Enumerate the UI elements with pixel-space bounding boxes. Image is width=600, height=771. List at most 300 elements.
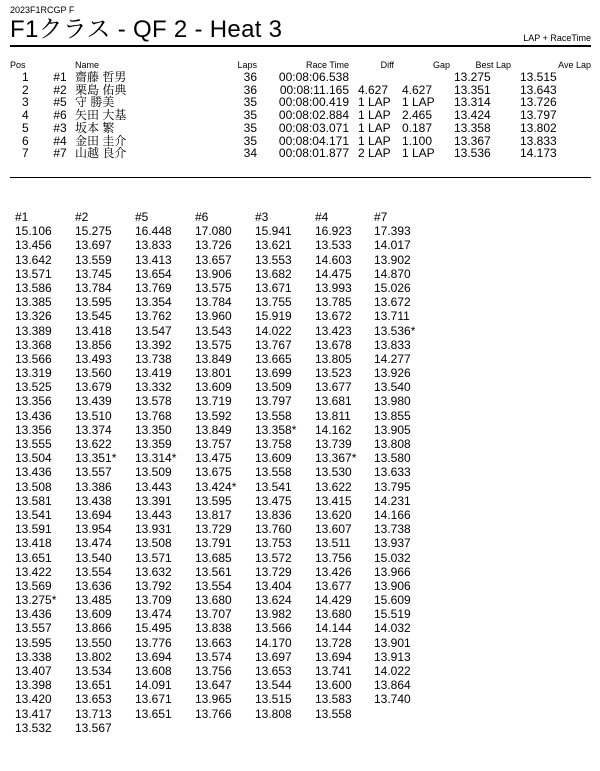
lap-time: 13.474 bbox=[75, 536, 112, 551]
lap-time: 13.566 bbox=[15, 351, 52, 366]
lap-time: 13.439 bbox=[75, 394, 112, 409]
lap-time: 13.931 bbox=[135, 522, 172, 537]
result-diff: 4.627 bbox=[358, 82, 389, 97]
result-time: 00:08:06.538 bbox=[278, 70, 349, 84]
lap-time: 13.808 bbox=[255, 706, 292, 721]
lap-time: 13.351* bbox=[75, 451, 117, 466]
result-diff: 1 LAP bbox=[358, 95, 391, 110]
lap-time: 13.767 bbox=[255, 337, 292, 352]
lap-time: 13.836 bbox=[255, 507, 292, 522]
lap-time: 14.231 bbox=[374, 493, 411, 508]
lap-time: 13.356 bbox=[15, 422, 52, 437]
lap-time: 14.162 bbox=[315, 422, 352, 437]
lap-time: 13.855 bbox=[374, 408, 411, 423]
lap-time: 13.651 bbox=[135, 706, 172, 721]
lap-time: 13.523 bbox=[315, 366, 352, 381]
lap-time: 13.374 bbox=[75, 422, 112, 437]
result-time: 00:08:00.419 bbox=[278, 95, 349, 110]
lap-time: 13.415 bbox=[315, 493, 352, 508]
lap-column-header: #7 bbox=[374, 210, 388, 224]
lap-time: 13.509 bbox=[135, 465, 172, 480]
result-laps: 36 bbox=[243, 82, 257, 97]
result-pos: 2 bbox=[22, 82, 29, 97]
lap-column bbox=[195, 210, 236, 721]
result-time: 00:08:02.884 bbox=[278, 108, 349, 123]
lap-time: 14.170 bbox=[255, 635, 292, 650]
lap-time: 13.493 bbox=[75, 351, 112, 366]
lap-time: 13.530 bbox=[315, 465, 352, 480]
lap-time: 15.519 bbox=[374, 607, 411, 622]
lap-time: 13.694 bbox=[315, 649, 352, 664]
lap-time: 13.572 bbox=[255, 550, 292, 565]
lap-time: 13.699 bbox=[255, 366, 292, 381]
lap-time: 13.557 bbox=[75, 465, 112, 480]
lap-time: 13.776 bbox=[135, 635, 172, 650]
lap-time: 13.784 bbox=[195, 295, 232, 310]
result-no: #4 bbox=[53, 133, 67, 148]
lap-time: 15.032 bbox=[374, 550, 411, 565]
lap-time: 13.937 bbox=[374, 536, 411, 551]
lap-time: 13.443 bbox=[135, 479, 172, 494]
lap-time: 13.525 bbox=[15, 380, 52, 395]
lap-time: 13.559 bbox=[75, 252, 112, 267]
lap-time: 13.697 bbox=[255, 649, 292, 664]
lap-time: 13.443 bbox=[135, 507, 172, 522]
lap-time: 13.621 bbox=[255, 238, 292, 253]
lap-time: 14.277 bbox=[374, 351, 411, 366]
lap-time: 13.960 bbox=[195, 309, 232, 324]
lap-time: 13.545 bbox=[75, 309, 112, 324]
lap-column bbox=[75, 210, 116, 735]
result-time: 00:08:11.165 bbox=[279, 82, 349, 97]
result-ave: 13.726 bbox=[520, 95, 557, 110]
lap-time: 13.707 bbox=[195, 607, 232, 622]
lap-time: 13.766 bbox=[195, 706, 232, 721]
lap-column-header: #4 bbox=[315, 210, 329, 224]
lap-time: 17.080 bbox=[195, 224, 232, 239]
lap-time: 13.326 bbox=[15, 309, 52, 324]
lap-time: 13.729 bbox=[255, 564, 292, 579]
lap-time: 13.756 bbox=[315, 550, 352, 565]
lap-column bbox=[374, 210, 415, 707]
col-header-best-lap: Best Lap bbox=[475, 59, 511, 70]
result-ave: 13.797 bbox=[520, 108, 557, 123]
lap-time: 13.795 bbox=[374, 479, 411, 494]
lap-time: 13.417 bbox=[15, 706, 52, 721]
result-no: #3 bbox=[53, 120, 67, 135]
result-no: #7 bbox=[53, 146, 67, 161]
results-bottom-rule bbox=[10, 177, 591, 178]
lap-time: 14.144 bbox=[315, 621, 352, 636]
lap-time: 13.866 bbox=[75, 621, 112, 636]
lap-time: 13.580 bbox=[374, 451, 411, 466]
lap-time: 13.571 bbox=[15, 266, 52, 281]
lap-time: 13.682 bbox=[255, 266, 292, 281]
lap-time: 13.426 bbox=[315, 564, 352, 579]
lap-time: 13.541 bbox=[15, 507, 52, 522]
lap-time: 13.418 bbox=[15, 536, 52, 551]
lap-time: 13.965 bbox=[195, 692, 232, 707]
lap-time: 13.902 bbox=[374, 252, 411, 267]
result-row bbox=[10, 109, 591, 122]
result-gap: 2.465 bbox=[402, 108, 433, 123]
result-ave: 13.802 bbox=[520, 120, 557, 135]
lap-time: 13.864 bbox=[374, 678, 411, 693]
lap-time: 15.495 bbox=[135, 621, 172, 636]
lap-column-header: #5 bbox=[135, 210, 149, 224]
result-laps: 35 bbox=[243, 120, 257, 135]
result-time: 00:08:04.171 bbox=[278, 133, 349, 148]
lap-time: 13.456 bbox=[15, 238, 52, 253]
lap-time: 13.966 bbox=[374, 564, 411, 579]
lap-time: 13.558 bbox=[255, 408, 292, 423]
col-header-pos: Pos bbox=[10, 59, 26, 70]
lap-time: 13.595 bbox=[75, 295, 112, 310]
lap-time: 13.653 bbox=[255, 664, 292, 678]
lap-time: 13.797 bbox=[255, 394, 292, 409]
lap-time: 13.739 bbox=[315, 437, 352, 451]
lap-time: 13.817 bbox=[195, 507, 232, 522]
result-name: 齋藤 哲男 bbox=[75, 70, 127, 84]
page-title: F1クラス - QF 2 - Heat 3 bbox=[10, 16, 283, 43]
lap-time: 13.581 bbox=[15, 493, 52, 508]
lap-time: 13.591 bbox=[15, 522, 52, 537]
result-best: 13.358 bbox=[454, 120, 491, 135]
lap-time: 13.418 bbox=[75, 323, 112, 338]
lap-time: 13.738 bbox=[374, 522, 411, 537]
result-best: 13.367 bbox=[454, 133, 491, 148]
result-row bbox=[10, 122, 591, 135]
lap-time: 13.474 bbox=[135, 607, 172, 622]
lap-time: 13.665 bbox=[255, 351, 292, 366]
lap-time: 13.849 bbox=[195, 351, 232, 366]
lap-time: 13.367* bbox=[315, 451, 357, 466]
col-header-ave-lap: Ave Lap bbox=[558, 59, 591, 70]
lap-time: 13.533 bbox=[315, 238, 352, 253]
lap-time: 13.359 bbox=[135, 437, 172, 451]
lap-time: 13.728 bbox=[315, 635, 352, 650]
result-laps: 35 bbox=[243, 133, 257, 148]
lap-time: 13.713 bbox=[75, 706, 112, 721]
lap-time: 13.758 bbox=[255, 437, 292, 451]
lap-time: 13.980 bbox=[374, 394, 411, 409]
lap-time: 13.475 bbox=[255, 493, 292, 508]
lap-time: 13.647 bbox=[195, 678, 232, 693]
result-gap: 1.100 bbox=[402, 133, 433, 148]
event-name: 2023F1RCGP F bbox=[10, 5, 75, 15]
lap-time: 13.404 bbox=[255, 578, 292, 593]
lap-time: 13.574 bbox=[195, 649, 232, 664]
lap-time: 13.392 bbox=[135, 337, 172, 352]
result-pos: 1 bbox=[22, 70, 29, 84]
lap-time: 13.398 bbox=[15, 678, 52, 693]
lap-time: 13.475 bbox=[195, 451, 232, 466]
lap-time: 13.901 bbox=[374, 635, 411, 650]
result-no: #5 bbox=[53, 95, 67, 110]
result-ave: 14.173 bbox=[520, 146, 557, 161]
lap-time: 13.633 bbox=[374, 465, 411, 480]
lap-time: 13.557 bbox=[15, 621, 52, 636]
result-best: 13.351 bbox=[454, 82, 491, 97]
result-gap: 0.187 bbox=[402, 120, 433, 135]
lap-time: 13.358* bbox=[255, 422, 297, 437]
lap-time: 13.756 bbox=[195, 664, 232, 678]
lap-time: 13.555 bbox=[15, 437, 52, 451]
result-name: 守 勝美 bbox=[75, 95, 115, 110]
lap-time: 13.386 bbox=[75, 479, 112, 494]
result-best: 13.275 bbox=[454, 70, 491, 84]
result-row bbox=[10, 147, 591, 160]
lap-time: 13.515 bbox=[255, 692, 292, 707]
lap-time: 17.393 bbox=[374, 224, 411, 239]
lap-time: 13.694 bbox=[135, 649, 172, 664]
result-pos: 6 bbox=[22, 133, 29, 148]
lap-time: 13.672 bbox=[315, 309, 352, 324]
lap-time: 13.436 bbox=[15, 408, 52, 423]
lap-time: 13.332 bbox=[135, 380, 172, 395]
lap-time: 13.801 bbox=[195, 366, 232, 381]
lap-time: 13.609 bbox=[75, 607, 112, 622]
lap-time: 13.677 bbox=[315, 380, 352, 395]
lap-time: 13.504 bbox=[15, 451, 52, 466]
lap-time: 13.510 bbox=[75, 408, 112, 423]
lap-time: 13.654 bbox=[135, 266, 172, 281]
result-laps: 34 bbox=[243, 146, 257, 161]
lap-time: 14.032 bbox=[374, 621, 411, 636]
lap-time: 13.553 bbox=[255, 252, 292, 267]
lap-time: 13.622 bbox=[75, 437, 112, 451]
lap-time: 13.906 bbox=[195, 266, 232, 281]
lap-time: 13.636 bbox=[75, 578, 112, 593]
lap-time: 13.575 bbox=[195, 280, 232, 295]
result-gap: 1 LAP bbox=[402, 146, 435, 161]
lap-time: 13.544 bbox=[255, 678, 292, 693]
lap-time: 14.022 bbox=[374, 664, 411, 678]
result-laps: 35 bbox=[243, 108, 257, 123]
lap-time: 13.578 bbox=[135, 394, 172, 409]
result-no: #2 bbox=[53, 82, 67, 97]
lap-time: 13.792 bbox=[135, 578, 172, 593]
lap-time: 13.385 bbox=[15, 295, 52, 310]
lap-time: 13.319 bbox=[15, 366, 52, 381]
lap-time: 13.424* bbox=[195, 479, 237, 494]
lap-time: 13.583 bbox=[315, 692, 352, 707]
lap-time: 13.694 bbox=[75, 507, 112, 522]
lap-time: 13.697 bbox=[75, 238, 112, 253]
lap-time: 13.275* bbox=[15, 593, 57, 608]
lap-time: 13.608 bbox=[135, 664, 172, 678]
lap-time: 13.543 bbox=[195, 323, 232, 338]
lap-time: 13.436 bbox=[15, 465, 52, 480]
lap-time: 13.536* bbox=[374, 323, 416, 338]
lap-column bbox=[315, 210, 356, 721]
lap-time: 14.017 bbox=[374, 238, 411, 253]
result-pos: 3 bbox=[22, 95, 29, 110]
lap-time: 13.314* bbox=[135, 451, 177, 466]
lap-time: 13.592 bbox=[195, 408, 232, 423]
result-best: 13.424 bbox=[454, 108, 491, 123]
result-pos: 7 bbox=[22, 146, 29, 161]
lap-time: 13.838 bbox=[195, 621, 232, 636]
lap-time: 13.993 bbox=[315, 280, 352, 295]
lap-time: 13.741 bbox=[315, 664, 352, 678]
lap-time: 13.755 bbox=[255, 295, 292, 310]
lap-time: 15.609 bbox=[374, 593, 411, 608]
lap-time: 13.805 bbox=[315, 351, 352, 366]
results-body bbox=[10, 71, 591, 160]
lap-time: 13.677 bbox=[315, 578, 352, 593]
lap-time: 13.595 bbox=[15, 635, 52, 650]
lap-time: 13.709 bbox=[135, 593, 172, 608]
col-header-diff: Diff bbox=[380, 59, 394, 70]
lap-time: 13.368 bbox=[15, 337, 52, 352]
lap-time: 13.726 bbox=[195, 238, 232, 253]
result-diff bbox=[349, 71, 394, 84]
lap-time: 13.791 bbox=[195, 536, 232, 551]
lap-time: 13.711 bbox=[374, 309, 410, 324]
lap-time: 13.547 bbox=[135, 323, 172, 338]
lap-time: 13.554 bbox=[195, 578, 232, 593]
lap-time: 13.719 bbox=[195, 394, 232, 409]
lap-time: 13.753 bbox=[255, 536, 292, 551]
lap-time: 13.679 bbox=[75, 380, 112, 395]
lap-time: 13.906 bbox=[374, 578, 411, 593]
lap-column-header: #6 bbox=[195, 210, 209, 224]
lap-time: 13.651 bbox=[15, 550, 52, 565]
result-diff: 1 LAP bbox=[358, 120, 391, 135]
lap-time: 13.354 bbox=[135, 295, 172, 310]
lap-time: 15.919 bbox=[255, 309, 292, 324]
lap-time: 13.532 bbox=[15, 720, 52, 735]
results-table bbox=[10, 58, 591, 160]
lap-time: 13.609 bbox=[255, 451, 292, 466]
lap-time: 13.554 bbox=[75, 564, 112, 579]
lap-time: 13.607 bbox=[315, 522, 352, 537]
lap-time: 13.561 bbox=[195, 564, 232, 579]
lap-column-header: #2 bbox=[75, 210, 89, 224]
lap-time: 13.738 bbox=[135, 351, 172, 366]
lap-time: 13.657 bbox=[195, 252, 232, 267]
lap-column bbox=[255, 210, 296, 721]
lap-time: 13.808 bbox=[374, 437, 411, 451]
lap-time: 13.671 bbox=[135, 692, 172, 707]
lap-time: 13.419 bbox=[135, 366, 172, 381]
lap-time: 13.760 bbox=[255, 522, 292, 537]
lap-time: 13.620 bbox=[315, 507, 352, 522]
result-no: #6 bbox=[53, 108, 67, 123]
lap-time: 13.485 bbox=[75, 593, 112, 608]
lap-time: 13.509 bbox=[255, 380, 292, 395]
lap-time: 13.849 bbox=[195, 422, 232, 437]
lap-time: 13.508 bbox=[135, 536, 172, 551]
result-gap: 4.627 bbox=[402, 82, 433, 97]
lap-column bbox=[15, 210, 56, 735]
lap-time: 13.407 bbox=[15, 664, 52, 678]
lap-time: 13.642 bbox=[15, 252, 52, 267]
lap-time: 13.569 bbox=[15, 578, 52, 593]
lap-time: 13.422 bbox=[15, 564, 52, 579]
lap-time: 13.567 bbox=[75, 720, 112, 735]
lap-time: 15.275 bbox=[75, 224, 112, 239]
lap-time: 13.511 bbox=[315, 536, 351, 551]
lap-time: 13.905 bbox=[374, 422, 411, 437]
lap-time: 13.624 bbox=[255, 593, 292, 608]
lap-time: 13.680 bbox=[315, 607, 352, 622]
lap-time: 13.675 bbox=[195, 465, 232, 480]
result-pos: 4 bbox=[22, 108, 29, 123]
lap-time: 13.672 bbox=[374, 295, 411, 310]
lap-time: 13.534 bbox=[75, 664, 112, 678]
result-name: 坂本 繁 bbox=[75, 120, 115, 135]
lap-time: 13.423 bbox=[315, 323, 352, 338]
lap-time: 13.420 bbox=[15, 692, 52, 707]
lap-time: 13.609 bbox=[195, 380, 232, 395]
col-header-laps: Laps bbox=[237, 59, 257, 70]
result-diff: 1 LAP bbox=[358, 133, 391, 148]
lap-time: 13.541 bbox=[255, 479, 292, 494]
lap-time: 13.833 bbox=[135, 238, 172, 253]
lap-time: 14.870 bbox=[374, 266, 411, 281]
lap-time: 13.566 bbox=[255, 621, 292, 636]
lap-time: 13.391 bbox=[135, 493, 172, 508]
lap-time: 13.558 bbox=[255, 465, 292, 480]
result-laps: 36 bbox=[243, 70, 257, 84]
lap-time: 13.784 bbox=[75, 280, 112, 295]
lap-time: 13.833 bbox=[374, 337, 411, 352]
result-diff: 1 LAP bbox=[358, 108, 391, 123]
lap-time: 13.757 bbox=[195, 437, 232, 451]
lap-time: 13.622 bbox=[315, 479, 352, 494]
result-gap bbox=[394, 71, 450, 84]
lap-column-header: #3 bbox=[255, 210, 269, 224]
lap-time: 13.338 bbox=[15, 649, 52, 664]
col-header-name: Name bbox=[75, 59, 100, 70]
result-time: 00:08:01.877 bbox=[278, 146, 349, 161]
lap-time: 16.448 bbox=[135, 224, 172, 239]
lap-time: 13.802 bbox=[75, 649, 112, 664]
lap-time: 13.729 bbox=[195, 522, 232, 537]
lap-time: 13.926 bbox=[374, 366, 411, 381]
lap-time: 15.106 bbox=[15, 224, 52, 239]
result-name: 山越 良介 bbox=[75, 146, 127, 161]
result-ave: 13.515 bbox=[520, 70, 557, 84]
lap-time: 13.678 bbox=[315, 337, 352, 352]
result-diff: 2 LAP bbox=[358, 146, 391, 161]
lap-time: 13.540 bbox=[75, 550, 112, 565]
lap-time: 13.681 bbox=[315, 394, 352, 409]
lap-column bbox=[135, 210, 176, 721]
lap-time: 13.571 bbox=[135, 550, 172, 565]
result-laps: 35 bbox=[243, 95, 257, 110]
result-pos: 5 bbox=[22, 120, 29, 135]
lap-time: 14.091 bbox=[135, 678, 172, 693]
lap-time: 13.680 bbox=[195, 593, 232, 608]
result-ave: 13.643 bbox=[520, 82, 557, 97]
lap-time: 13.560 bbox=[75, 366, 112, 381]
lap-time: 13.550 bbox=[75, 635, 112, 650]
lap-time: 14.475 bbox=[315, 266, 352, 281]
lap-time: 14.022 bbox=[255, 323, 292, 338]
lap-time: 13.785 bbox=[315, 295, 352, 310]
result-no: #1 bbox=[53, 70, 67, 84]
lap-time: 13.600 bbox=[315, 678, 352, 693]
result-name: 金田 圭介 bbox=[75, 133, 127, 148]
lap-time: 13.768 bbox=[135, 408, 172, 423]
title-divider bbox=[10, 45, 591, 47]
result-best: 13.536 bbox=[454, 146, 491, 161]
col-header-gap: Gap bbox=[432, 59, 450, 70]
lap-time: 15.941 bbox=[255, 224, 292, 239]
